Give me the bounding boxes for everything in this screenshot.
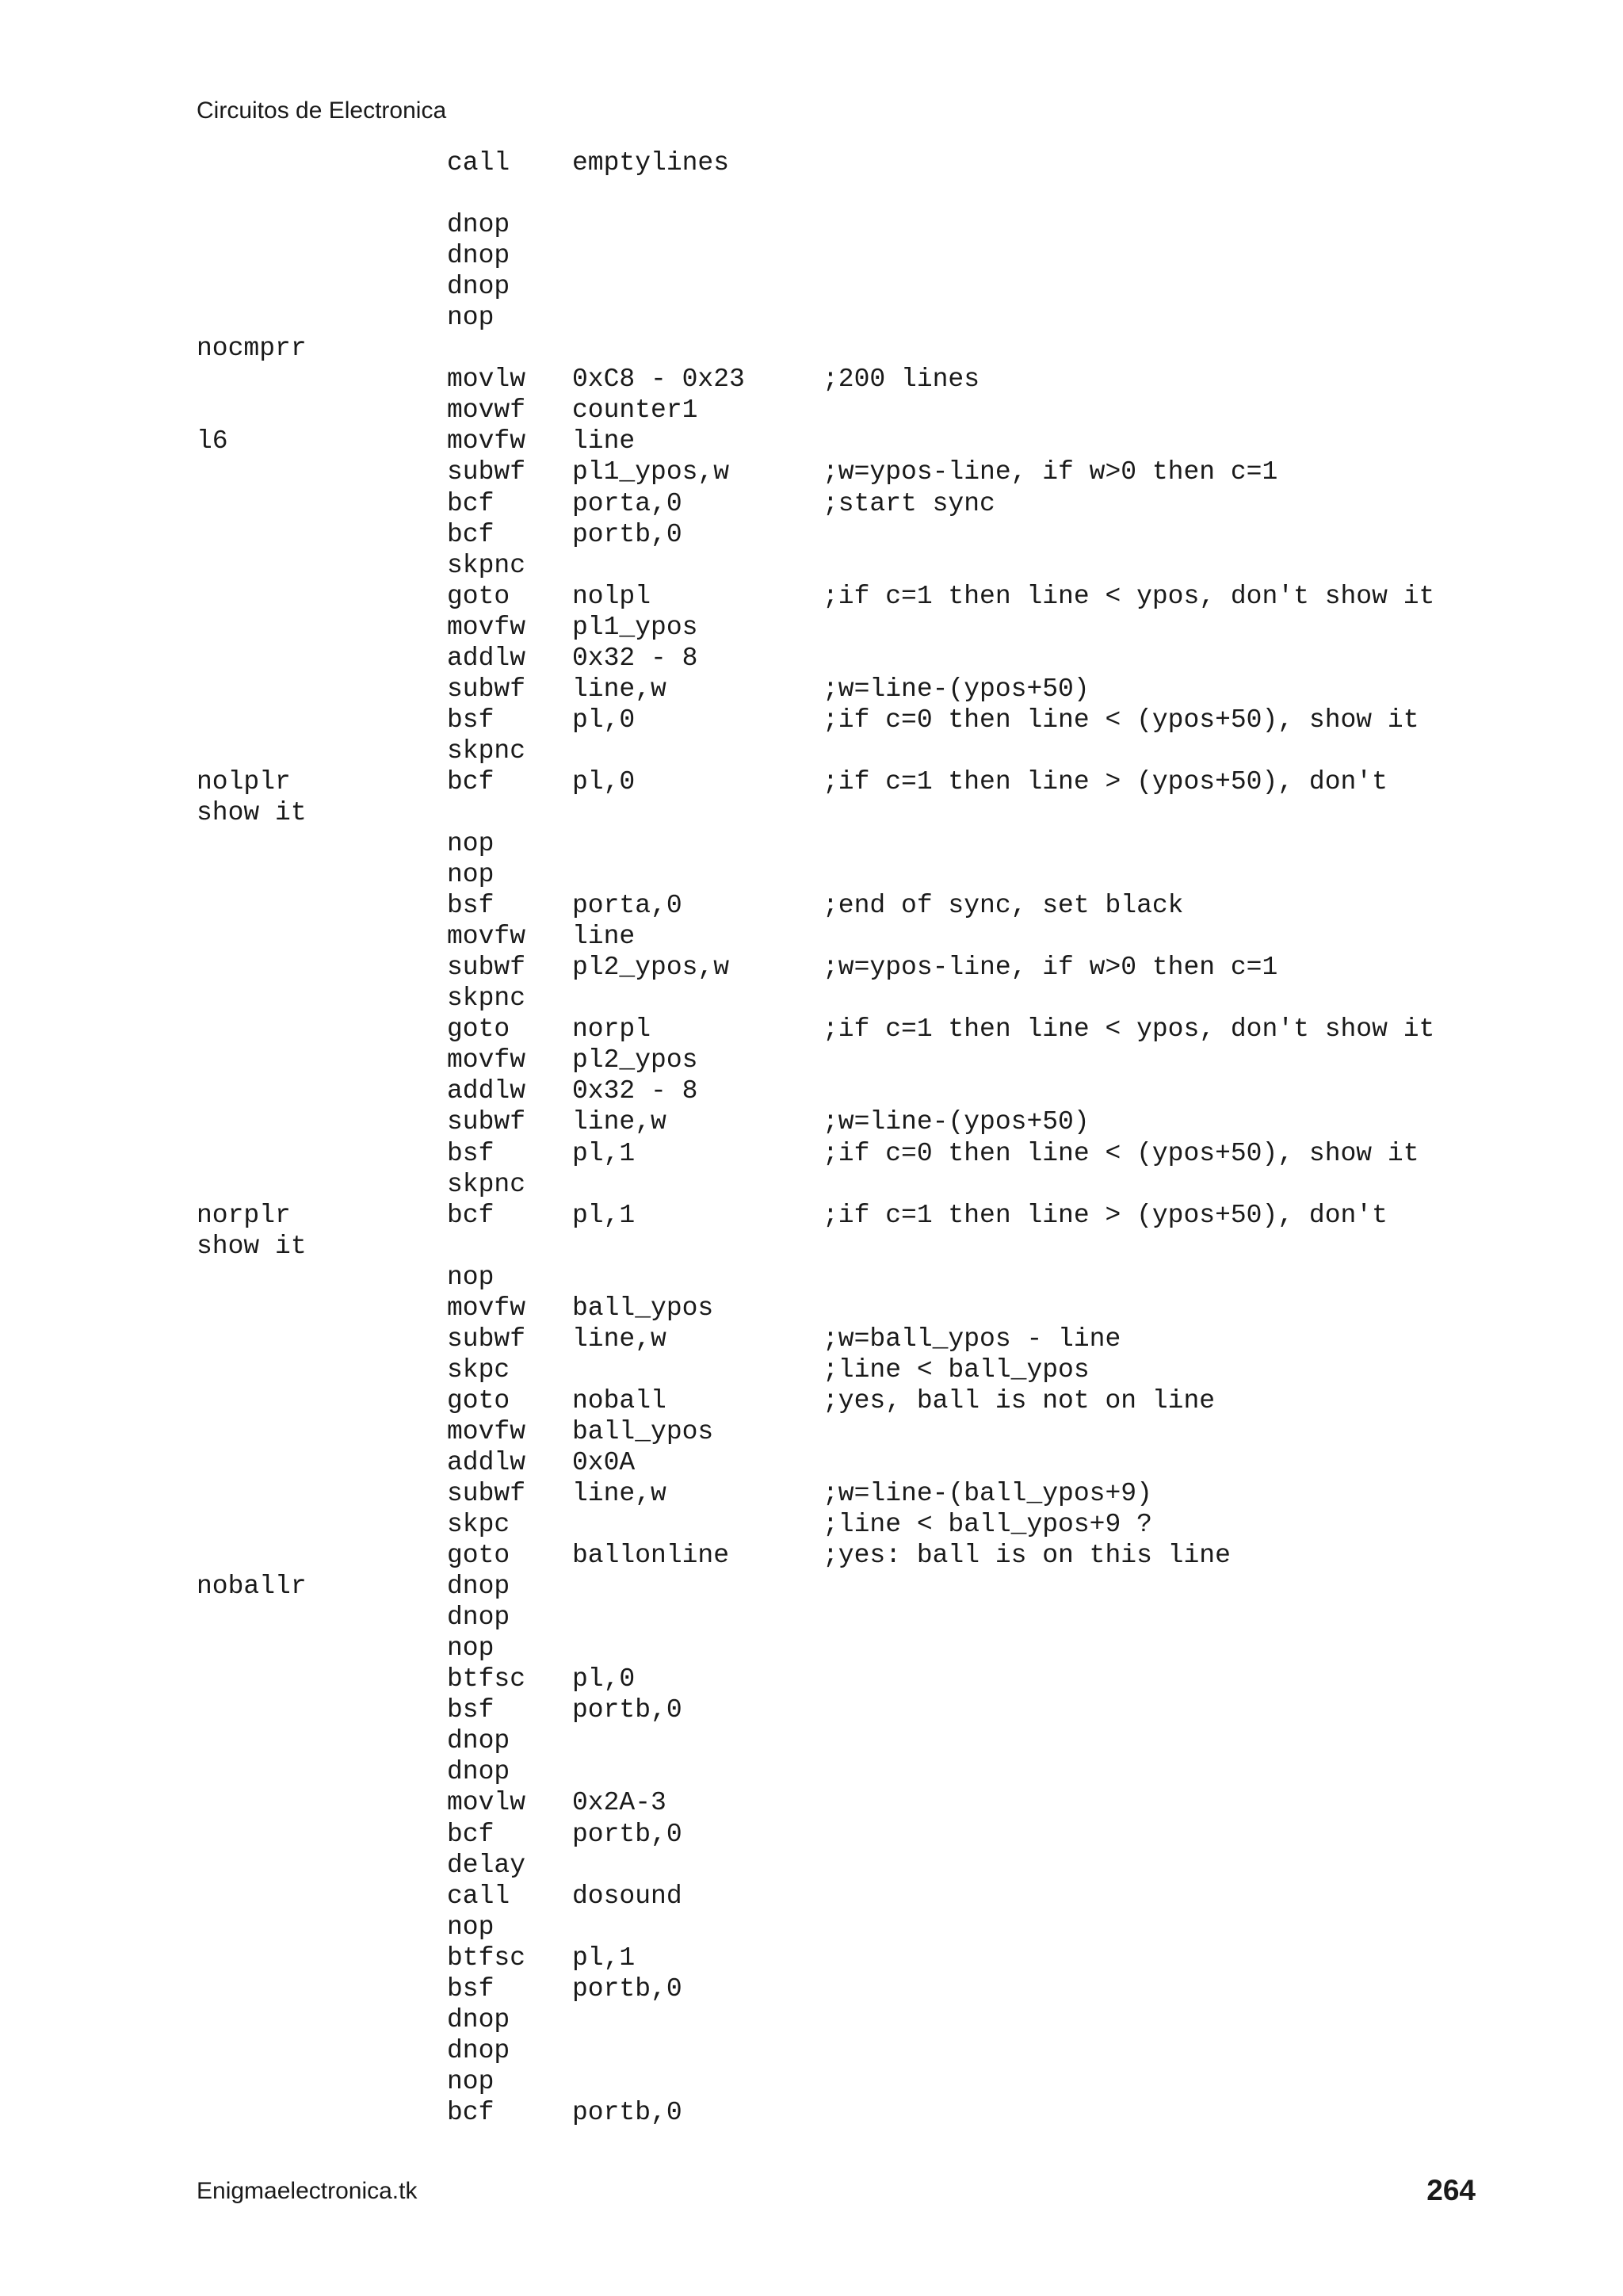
code-op: nop bbox=[447, 1633, 495, 1664]
code-op: nop bbox=[447, 1262, 495, 1292]
code-line bbox=[197, 178, 1480, 209]
code-op: goto bbox=[447, 581, 510, 611]
code-label: show it bbox=[197, 1231, 307, 1261]
code-arg: ballonline bbox=[572, 1541, 730, 1571]
code-line bbox=[197, 2004, 1480, 2035]
code-line bbox=[197, 2066, 1480, 2097]
code-arg: emptylines bbox=[572, 148, 730, 178]
code-label: norplr bbox=[197, 1200, 291, 1230]
code-op: addlw bbox=[447, 1076, 526, 1106]
code-line bbox=[197, 1943, 1480, 1973]
code-arg: line,w bbox=[572, 1479, 666, 1509]
code-arg: portb,0 bbox=[572, 2097, 682, 2127]
code-op: nop bbox=[447, 2066, 495, 2096]
code-comment: ;200 lines bbox=[823, 365, 980, 395]
code-line bbox=[197, 395, 1480, 426]
code-line bbox=[197, 705, 1480, 735]
code-line bbox=[197, 550, 1480, 581]
code-op: subwf bbox=[447, 457, 526, 487]
code-line bbox=[197, 1045, 1480, 1075]
code-op: call bbox=[447, 148, 510, 178]
code-op: addlw bbox=[447, 1447, 526, 1477]
code-arg: 0x32 - 8 bbox=[572, 1076, 698, 1106]
code-line bbox=[197, 1540, 1480, 1571]
code-comment: ;line < ball_ypos+9 ? bbox=[823, 1510, 1152, 1540]
code-op: dnop bbox=[447, 210, 510, 240]
code-op: movfw bbox=[447, 1045, 526, 1075]
page-number: 264 bbox=[1426, 2174, 1476, 2206]
code-line bbox=[197, 952, 1480, 983]
code-arg: porta,0 bbox=[572, 488, 682, 518]
code-op: nop bbox=[447, 303, 495, 333]
code-comment: ;if c=1 then line < ypos, don't show it bbox=[823, 1014, 1435, 1045]
code-op: delay bbox=[447, 1850, 526, 1880]
code-line bbox=[197, 488, 1480, 519]
code-comment: ;w=line-(ypos+50) bbox=[823, 674, 1090, 704]
code-label: nolplr bbox=[197, 766, 291, 797]
code-op: dnop bbox=[447, 1757, 510, 1787]
code-line bbox=[197, 1664, 1480, 1694]
code-op: btfsc bbox=[447, 1943, 526, 1973]
code-line bbox=[197, 240, 1480, 271]
code-line bbox=[197, 1014, 1480, 1045]
code-op: goto bbox=[447, 1541, 510, 1571]
code-comment: ;w=ypos-line, if w>0 then c=1 bbox=[823, 457, 1278, 487]
code-line bbox=[197, 1694, 1480, 1725]
code-line bbox=[197, 302, 1480, 333]
code-arg: 0x0A bbox=[572, 1447, 636, 1477]
code-op: goto bbox=[447, 1385, 510, 1415]
code-line bbox=[197, 643, 1480, 674]
code-op: movfw bbox=[447, 922, 526, 952]
code-arg: line,w bbox=[572, 1107, 666, 1137]
code-comment: ;if c=0 then line < (ypos+50), show it bbox=[823, 705, 1419, 735]
code-line bbox=[197, 1231, 1480, 1262]
code-line bbox=[197, 1293, 1480, 1324]
code-arg: 0x2A-3 bbox=[572, 1788, 666, 1818]
code-op: bcf bbox=[447, 1819, 495, 1849]
code-line bbox=[197, 1106, 1480, 1137]
code-arg: dosound bbox=[572, 1881, 682, 1911]
code-line bbox=[197, 333, 1480, 364]
code-arg: pl2_ypos,w bbox=[572, 953, 730, 983]
code-line bbox=[197, 1138, 1480, 1169]
code-op: skpnc bbox=[447, 984, 526, 1014]
code-op: subwf bbox=[447, 1479, 526, 1509]
code-line bbox=[197, 1478, 1480, 1509]
code-comment: ;if c=1 then line > (ypos+50), don't bbox=[823, 766, 1388, 797]
code-op: skpnc bbox=[447, 1169, 526, 1199]
code-arg: portb,0 bbox=[572, 519, 682, 549]
code-arg: pl1_ypos,w bbox=[572, 457, 730, 487]
code-comment: ;yes: ball is on this line bbox=[823, 1541, 1231, 1571]
code-comment: ;if c=1 then line < ypos, don't show it bbox=[823, 581, 1435, 611]
code-op: dnop bbox=[447, 1603, 510, 1633]
code-op: dnop bbox=[447, 2035, 510, 2065]
code-op: movlw bbox=[447, 365, 526, 395]
code-op: call bbox=[447, 1881, 510, 1911]
code-op: skpnc bbox=[447, 550, 526, 580]
code-line bbox=[197, 1416, 1480, 1447]
code-line bbox=[197, 1850, 1480, 1881]
code-line bbox=[197, 1324, 1480, 1354]
code-op: movlw bbox=[447, 1788, 526, 1818]
code-line bbox=[197, 797, 1480, 828]
code-arg: line bbox=[572, 426, 636, 457]
code-arg: 0xC8 - 0x23 bbox=[572, 365, 745, 395]
code-line bbox=[197, 209, 1480, 240]
code-comment: ;w=line-(ball_ypos+9) bbox=[823, 1479, 1152, 1509]
code-arg: pl,1 bbox=[572, 1943, 636, 1973]
code-op: movfw bbox=[447, 1293, 526, 1323]
code-line bbox=[197, 1787, 1480, 1818]
code-comment: ;if c=1 then line > (ypos+50), don't bbox=[823, 1200, 1388, 1230]
code-comment: ;w=line-(ypos+50) bbox=[823, 1107, 1090, 1137]
code-op: movwf bbox=[447, 395, 526, 426]
code-line bbox=[197, 1169, 1480, 1200]
code-op: bcf bbox=[447, 488, 495, 518]
code-line bbox=[197, 457, 1480, 487]
code-line bbox=[197, 1385, 1480, 1416]
code-label: nocmprr bbox=[197, 334, 307, 364]
code-op: skpnc bbox=[447, 735, 526, 766]
code-arg: pl1_ypos bbox=[572, 612, 698, 642]
page-footer-site: Enigmaelectronica.tk bbox=[197, 2178, 418, 2204]
code-op: movfw bbox=[447, 612, 526, 642]
code-arg: portb,0 bbox=[572, 1695, 682, 1725]
code-op: nop bbox=[447, 1912, 495, 1942]
code-line bbox=[197, 1602, 1480, 1633]
code-arg: ball_ypos bbox=[572, 1416, 714, 1446]
code-line bbox=[197, 1200, 1480, 1231]
code-line bbox=[197, 2097, 1480, 2128]
code-line bbox=[197, 1756, 1480, 1787]
code-op: nop bbox=[447, 860, 495, 890]
code-op: bcf bbox=[447, 519, 495, 549]
code-line bbox=[197, 1509, 1480, 1540]
code-line bbox=[197, 859, 1480, 890]
code-arg: noball bbox=[572, 1385, 666, 1415]
code-op: bsf bbox=[447, 891, 495, 921]
code-line bbox=[197, 674, 1480, 705]
code-arg: ball_ypos bbox=[572, 1293, 714, 1323]
code-label: l6 bbox=[197, 426, 228, 457]
code-line bbox=[197, 766, 1480, 797]
code-arg: pl2_ypos bbox=[572, 1045, 698, 1075]
code-line bbox=[197, 1725, 1480, 1756]
code-comment: ;start sync bbox=[823, 488, 995, 518]
code-line bbox=[197, 1262, 1480, 1293]
code-line bbox=[197, 1912, 1480, 1943]
code-arg: line,w bbox=[572, 1324, 666, 1354]
code-listing bbox=[197, 147, 1480, 2128]
code-arg: pl,0 bbox=[572, 1664, 636, 1694]
code-arg: porta,0 bbox=[572, 891, 682, 921]
code-line bbox=[197, 426, 1480, 457]
code-arg: nolpl bbox=[572, 581, 651, 611]
code-op: addlw bbox=[447, 643, 526, 673]
code-line bbox=[197, 147, 1480, 178]
code-comment: ;line < ball_ypos bbox=[823, 1354, 1090, 1385]
code-comment: ;end of sync, set black bbox=[823, 891, 1184, 921]
code-arg: line,w bbox=[572, 674, 666, 704]
code-op: dnop bbox=[447, 272, 510, 302]
code-op: btfsc bbox=[447, 1664, 526, 1694]
code-line bbox=[197, 1973, 1480, 2004]
code-line bbox=[197, 1447, 1480, 1478]
code-line bbox=[197, 1075, 1480, 1106]
code-op: dnop bbox=[447, 1572, 510, 1602]
code-op: goto bbox=[447, 1014, 510, 1045]
code-arg: pl,1 bbox=[572, 1200, 636, 1230]
code-arg: portb,0 bbox=[572, 1819, 682, 1849]
code-op: bsf bbox=[447, 1973, 495, 2004]
code-op: bcf bbox=[447, 766, 495, 797]
code-arg: pl,0 bbox=[572, 705, 636, 735]
code-arg: pl,1 bbox=[572, 1138, 636, 1168]
code-line bbox=[197, 890, 1480, 921]
code-line bbox=[197, 612, 1480, 643]
code-line bbox=[197, 1571, 1480, 1602]
code-op: dnop bbox=[447, 1726, 510, 1756]
code-op: dnop bbox=[447, 241, 510, 271]
page-header: Circuitos de Electronica bbox=[197, 97, 447, 124]
code-comment: ;yes, ball is not on line bbox=[823, 1385, 1216, 1415]
code-line bbox=[197, 828, 1480, 859]
code-op: subwf bbox=[447, 953, 526, 983]
code-line bbox=[197, 1819, 1480, 1850]
code-arg: counter1 bbox=[572, 395, 698, 426]
code-line bbox=[197, 2035, 1480, 2066]
code-comment: ;w=ypos-line, if w>0 then c=1 bbox=[823, 953, 1278, 983]
code-op: nop bbox=[447, 829, 495, 859]
code-line bbox=[197, 364, 1480, 395]
code-arg: line bbox=[572, 922, 636, 952]
code-op: movfw bbox=[447, 426, 526, 457]
code-op: bsf bbox=[447, 705, 495, 735]
code-arg: pl,0 bbox=[572, 766, 636, 797]
code-op: dnop bbox=[447, 2004, 510, 2034]
code-arg: norpl bbox=[572, 1014, 651, 1045]
code-line bbox=[197, 921, 1480, 952]
code-op: skpc bbox=[447, 1354, 510, 1385]
code-line bbox=[197, 581, 1480, 612]
code-arg: 0x32 - 8 bbox=[572, 643, 698, 673]
code-comment: ;w=ball_ypos - line bbox=[823, 1324, 1121, 1354]
code-op: subwf bbox=[447, 674, 526, 704]
code-op: bcf bbox=[447, 2097, 495, 2127]
code-op: subwf bbox=[447, 1107, 526, 1137]
code-line bbox=[197, 1633, 1480, 1664]
code-op: bsf bbox=[447, 1695, 495, 1725]
code-line bbox=[197, 271, 1480, 302]
code-line bbox=[197, 1881, 1480, 1912]
code-line bbox=[197, 983, 1480, 1014]
code-arg: portb,0 bbox=[572, 1973, 682, 2004]
code-op: movfw bbox=[447, 1416, 526, 1446]
code-op: subwf bbox=[447, 1324, 526, 1354]
code-line bbox=[197, 735, 1480, 766]
code-label: show it bbox=[197, 797, 307, 827]
code-comment: ;if c=0 then line < (ypos+50), show it bbox=[823, 1138, 1419, 1168]
code-op: bsf bbox=[447, 1138, 495, 1168]
code-op: bcf bbox=[447, 1200, 495, 1230]
code-op: skpc bbox=[447, 1510, 510, 1540]
code-label: noballr bbox=[197, 1572, 307, 1602]
code-line bbox=[197, 1354, 1480, 1385]
code-line bbox=[197, 519, 1480, 550]
